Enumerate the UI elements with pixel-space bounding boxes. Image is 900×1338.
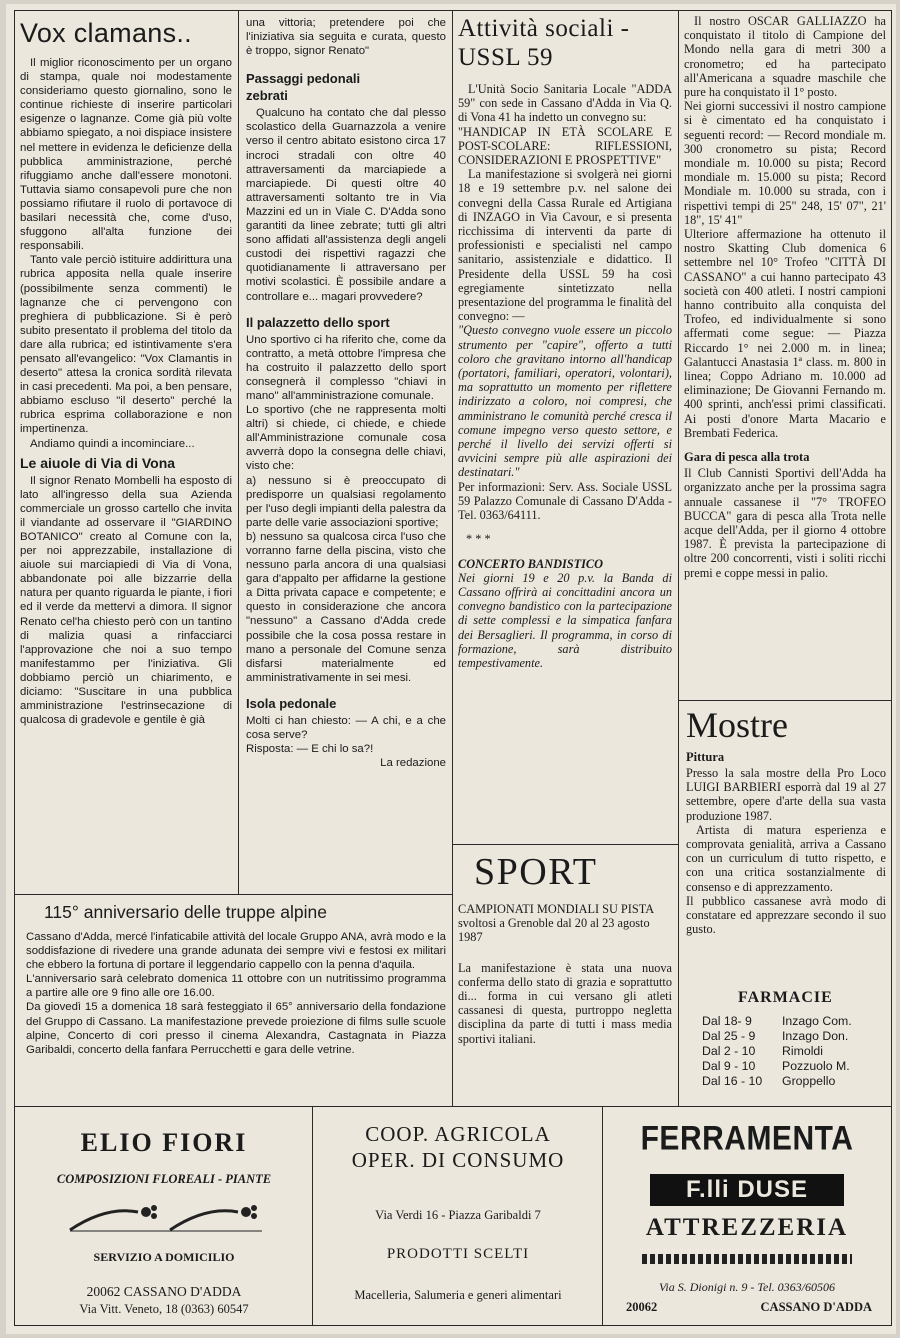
sport-subtitle: CAMPIONATI MONDIALI SU PISTA: [458, 902, 655, 916]
concerto-title: CONCERTO BANDISTICO: [458, 556, 603, 571]
ad2-products: PRODOTTI SCELTI: [386, 1246, 530, 1262]
aiuole-continuation: una vittoria; pretendere poi che l'iniziativa sia seguita e curata, questo è troppo, signor Renato": [246, 17, 446, 58]
ussl-info: Per informazioni: Serv. Ass. Sociale USSL 59 Palazzo Comunale di Cassano D'Adda - Tel. 0363/64111.: [458, 479, 672, 523]
pesca-text: Il Club Cannisti Sportivi dell'Adda ha organizzato anche per la prossima sagra annuale cassanese il "7° TROFEO BUCCA" gara di pesca alla Trota nelle acque dell'Adda, per il giorno 4 ottobre 1987. È prevista la partecipazione di oltre 200 concorrenti, visti i soliti ricchi premi e coppe messi in palio.: [684, 466, 886, 580]
attivita-sociali-article: [458, 14, 672, 842]
ad3-address: Via S. Dionigi n. 9 - Tel. 0363/60506: [658, 1280, 835, 1294]
mostre-para-2: Artista di matura esperienza e comprovata genialità, arriva a Cassano con un curriculum di tutto rispetto, e con una critica sostanzialmente di consenso e di apprezzamento.: [686, 822, 886, 894]
ad-elio-fiori: [18, 1110, 310, 1324]
sport-text: La manifestazione è stata una nuova conferma dello stato di grazia e soprattutto di... forma in cui versano gli atleti cassanesi di questa, purtroppo negletta disciplina da parte di tutti i mass media sportivi italiani.: [458, 960, 672, 1046]
farmacie-row: [702, 1014, 888, 1029]
farmacie-dates: Dal 16 - 10: [702, 1074, 763, 1088]
farmacie-row: [702, 1059, 888, 1074]
galliazzo-para: Il nostro OSCAR GALLIAZZO ha conquistato il titolo di Campione del Mondo nella gara di metri 300 a cronometro; ed ha partecipato all'Americana a squadre maschile che pure ha conquistato il 1° posto.: [684, 14, 886, 100]
ad-ferramenta-duse: [606, 1110, 888, 1324]
vox-clamans-article: [20, 16, 232, 890]
divider-mostre-top: [678, 700, 892, 701]
farmacie-dates: Dal 18- 9: [702, 1014, 752, 1028]
ad2-line1: COOP. AGRICOLA: [365, 1122, 551, 1146]
skatting-para: Ulteriore affermazione ha ottenuto il nostro Skatting Club domenica 6 settembre nel 10° Trofeo "CITTÀ DI CASSANO" a cui hanno partecipato 43 società con 400 atleti. I nostri campioni hanno contribuito alla conquista del Trofeo, ed individualmente si sono affermati come segue: — Piazza Riccardo 1° nei 2.000 m. in linea; Galantucci Anastasia 1ª class. m. 800 in linea; Coppo Adriano m. 10.000 ad eliminazione; De Giovanni Fernando m. 400 sprinti, anch'essi primi classificati. Ai posti d'onore Marta Macario e Brembati Federica.: [684, 227, 886, 440]
divider-sport-top: [452, 844, 678, 845]
divider-ad1-ad2: [312, 1106, 313, 1326]
ad1-service: SERVIZIO A DOMICILIO: [93, 1250, 235, 1264]
farmacie-title: FARMACIE: [738, 989, 833, 1006]
ussl-intro: L'Unità Socio Sanitaria Locale "ADDA 59" con sede in Cassano d'Adda in Via Q. di Vona 41 ha indetto un convegno su:: [458, 82, 672, 125]
farmacie-row: [702, 1044, 888, 1059]
ad1-tagline: COMPOSIZIONI FLOREALI - PIANTE: [56, 1172, 272, 1186]
alpini-para-2: L'anniversario sarà celebrato domenica 11 ottobre con un nutritissimo programma a partire alle ore 9 fino alle ore 16.00.: [26, 973, 446, 1000]
mostre-para-3: Il pubblico cassanese avrà modo di constatare ed apprezzare secondo il suo gusto.: [686, 893, 886, 937]
pesca-title: Gara di pesca alla trota: [684, 450, 810, 465]
ad2-line2: OPER. DI CONSUMO: [351, 1148, 565, 1172]
ad3-line3: ATTREZZERIA: [645, 1214, 849, 1241]
ad3-line2: F.lli DUSE: [650, 1174, 844, 1206]
farmacie-dates: Dal 25 - 9: [702, 1029, 756, 1043]
records-para: Nei giorni successivi il nostro campione si è cimentato ed ha conquistato i seguenti record: — Record mondiale m. 300 cronometro su pista; Record mondiale m. 10.000 su pista; Record mondiale m. 15.000 su pista; Record Mondiale m. 10.000 su strada, con i rispettivi tempi di 25" 248, 15' 07", 21' 18", 15' 41": [684, 99, 886, 227]
alpini-title: 115° anniversario delle truppe alpine: [44, 902, 327, 922]
ussl-body: La manifestazione si svolgerà nei giorni 18 e 19 settembre p.v. nel salone dei convegni della Cassa Rurale ed Artigiana di INZAGO in Via Cavour, e si presenta ricchissima di interventi da parte di professionisti e specialisti nel campo sanitario, assistenziale e didattico. Il Presidente della USSL 59 ha così egregiamente sintetizzato nella presentazione del programma le finalità del convegno: —: [458, 167, 672, 324]
aiuole-title: Le aiuole di Via di Vona: [20, 454, 176, 471]
farmacie-dates: Dal 9 - 10: [702, 1059, 756, 1073]
flower-ornament-icon: [66, 1200, 266, 1234]
vox-clamans-para-1: Il miglior riconoscimento per un organo di stampa, quale noi modestamente consideriamo questo giornalino, sono le continue richieste di inserire particolari esigenze o lagnanze. Come già più volte abbiamo spiegato, a noi dispiace insistere nel mettere in evidenza le deficienze della pubblica amministrazione, perché rifuggiamo anche dall'essere monotoni. Tuttavia siamo consapevoli pure che non possiamo rifiutare il ruolo di portavoce di basilari necessità che, come d'uso, sfuggono all'alta funzione dei responsabili.: [20, 57, 232, 253]
ussl-conference-title: "HANDICAP IN ETÀ SCOLARE E POST-SCOLARE: RIFLESSIONI, CONSIDERAZIONI E PROSPETTIVE": [458, 124, 672, 168]
farmacie-row: [702, 1074, 888, 1089]
palazzetto-para-4: b) nessuno sa qualcosa circa l'uso che vorranno farne della piscina, visto che nessuno parla ancora di una qualsiasi gara d'appalto per affidarne la gestione a Ditta privata capace e competente; e questo in considerazione che ancora "nessuno" a Cassano d'Adda crede possibile che la cosa possa restare in mano a personale del Comune senza disfarsi materialmente ed amministrativamente in sei mesi.: [246, 530, 446, 684]
divider-col3-col4: [678, 10, 679, 1106]
aiuole-text: Il signor Renato Mombelli ha esposto di lato all'ingresso della sua Azienda commerciale un grosso cartello che invita il viandante ad osservare il "GIARDINO BOTANICO" creato al Comune con la, per noi apprezzabile, installazione di aiuole sui marciapiedi di Via di Vona, abbandonate poi alle bizzarrie della natura per quanto riguarda le piante, i fiori ed il verde da mettervi a dimora. Il signor Renato cel'ha chiesto però con un tantino di malizia quasi a rinfacciarci l'approvazione che noi a suo tempo manifestammo per l'iniziativa. Gli dobbiamo perciò un chiarimento, e diciamo: "Suscitare in una pubblica amministrazione l'estrinsecazione di qualcosa di gradevole e gentile è già: [20, 474, 232, 727]
farmacie-dates: Dal 2 - 10: [702, 1044, 756, 1058]
concerto-text: Nei giorni 19 e 20 p.v. la Banda di Cassano offrirà ai concittadini ancora un convegno bandistico con la partecipazione di sette complessi e la simpatica fanfara dei Bersaglieri. Il programma, in corso di formazione, sarà distribuito tempestivamente.: [458, 570, 672, 670]
ad-coop-agricola: [316, 1110, 600, 1324]
passaggi-text: Qualcuno ha contato che dal plesso scolastico della Guarnazzola a venire verso il centro abitato esistono circa 17 incroci stradali con oltre 40 attraversamenti da marciapiede a marciapiede. Di questi oltre 40 attraversamenti soltanto tre in Via Mazzini ed un in Viale C. D'Adda sono garantiti da linee zebrate; tutti gli altri sono affidati all'assistenza degli angeli custodi dei rispettivi ragazzi che quotidianamente li attraversano per motivi scolastici. È possibile andare a controllare e... magari provvedere?: [246, 107, 446, 303]
passaggi-title: Passaggi pedonali zebrati: [246, 71, 361, 104]
column-2: [246, 16, 446, 890]
farmacie-name: Inzago Don.: [782, 1029, 849, 1043]
ad1-city: 20062 CASSANO D'ADDA: [86, 1284, 242, 1299]
sport-title: SPORT: [474, 851, 598, 893]
ad1-address: Via Vitt. Veneto, 18 (0363) 60547: [79, 1302, 249, 1316]
signature-redazione: La redazione: [380, 757, 446, 770]
divider-ad2-ad3: [602, 1106, 603, 1326]
farmacie-name: Inzago Com.: [782, 1014, 852, 1028]
stars-separator: * * *: [466, 532, 491, 547]
sport-article: [458, 850, 672, 1102]
newspaper-page: [6, 4, 896, 1334]
ad3-zip: 20062: [626, 1300, 658, 1314]
vox-clamans-para-2: Tanto vale perciò istituire addirittura una rubrica apposita nella quale inserire (possibilmente senza commenti) le lagnanze che ci pervengono con preghiera di pubblicazione. Si è però subito presentato il problema del titolo da dare alla rubrica; ed istintivamente s'era pensato all'evangelico: "Vox Clamantis in deserto" attesa la cronica sordità rilevata in casi precedenti. Ma poi, a ben pensare, abbiamo escluso "il deserto" perché la rubrica esprima collaborazione e non impertinenza.: [20, 254, 232, 436]
isola-text: Molti ci han chiesto: — A chi, e a che cosa serve?: [246, 714, 446, 742]
isola-title: Isola pedonale: [246, 695, 337, 711]
alpini-para-3: Da giovedì 15 a domenica 18 sarà festeggiato il 65° anniversario della fondazione del Gruppo di Cassano. La manifestazione prevede proiezione di films sulle scuole alpine, Concerto di cori presso il cinema Alexandra, Castagnata in Piazza Garibaldi, concerto della fanfara Perrucchetti e gara delle vetrine.: [26, 1001, 446, 1056]
mostre-para-1: Presso la sala mostre della Pro Loco LUIGI BARBIERI esporrà dal 19 al 27 settembre, opere d'arte della sua vasta produzione 1987.: [686, 766, 886, 823]
alpini-article: [26, 900, 446, 1102]
divider-col2-col3: [452, 10, 453, 1106]
ussl-quote: "Questo convegno vuole essere un piccolo strumento per "capire", offerto a tutti coloro che gravitano intorno all'handicap (portatori, familiari, operatori, volontari), ma soprattutto un momento per riflettere indirizzato a coloro, noi compresi, che amministrano le comunità perché cresca il comune impegno verso questo settore, e perché il livello dei servizi offerti si avvicini sempre più alle aspirazioni dei destinatari.": [458, 323, 672, 480]
palazzetto-para-2: Lo sportivo (che ne rappresenta molti altri) si chiede, ci chiede, e chiede all'Amministrazione comunale cosa avverrà dopo la consegna delle chiavi, visto che:: [246, 404, 446, 473]
attivita-sociali-title: Attività sociali - USSL 59: [458, 15, 630, 71]
palazzetto-para-1: Uno sportivo ci ha riferito che, come da contratto, a metà ottobre l'impresa che ha costruito il palazzetto dello sport consegnerà il complesso "chiavi in mano" all'amministrazione comunale.: [246, 333, 446, 402]
ad3-line1: FERRAMENTA: [640, 1119, 854, 1158]
ad2-types: Macelleria, Salumeria e generi alimentari: [354, 1288, 562, 1302]
mostre-title: Mostre: [686, 705, 788, 745]
farmacie-name: Groppello: [782, 1074, 836, 1088]
alpini-para-1: Cassano d'Adda, mercé l'infaticabile attività del locale Gruppo ANA, avrà modo e la soddisfazione di rivedere una grande adunata dei sempre vivi e festosi ex militari che ebbero la fortuna di portare il leggendario cappello con la penna d'aquila.: [26, 931, 446, 972]
pittura-subtitle: Pittura: [686, 750, 725, 764]
sport-where: svoltosi a Grenoble dal 20 al 23 agosto 1987: [458, 916, 650, 945]
farmacie-box: [702, 988, 888, 1104]
ad2-address: Via Verdi 16 - Piazza Garibaldi 7: [375, 1208, 541, 1222]
farmacie-name: Pozzuolo M.: [782, 1059, 850, 1073]
farmacie-name: Rimoldi: [782, 1044, 823, 1058]
sport-continuation: [684, 14, 886, 696]
divider-ads-top: [14, 1106, 892, 1107]
palazzetto-title: Il palazzetto dello sport: [246, 314, 390, 330]
ad1-name: ELIO FIORI: [80, 1128, 248, 1157]
palazzetto-para-3: a) nessuno si è preoccupato di predisporre un qualsiasi regolamento per l'uso degli impianti della palestra da parte delle varie associazioni sportive;: [246, 474, 446, 529]
farmacie-list: [702, 1014, 888, 1089]
ornament-band-icon: [642, 1254, 852, 1264]
vox-clamans-para-3: Andiamo quindi a incominciare...: [30, 437, 195, 450]
divider-col1-col2: [238, 10, 239, 894]
mostre-article: [686, 704, 886, 982]
ad3-city: CASSANO D'ADDA: [760, 1300, 872, 1314]
divider-alpini-top: [14, 894, 452, 895]
isola-answer: Risposta: — E chi lo sa?!: [246, 743, 374, 756]
farmacie-row: [702, 1029, 888, 1044]
vox-clamans-title: Vox clamans..: [20, 18, 192, 48]
